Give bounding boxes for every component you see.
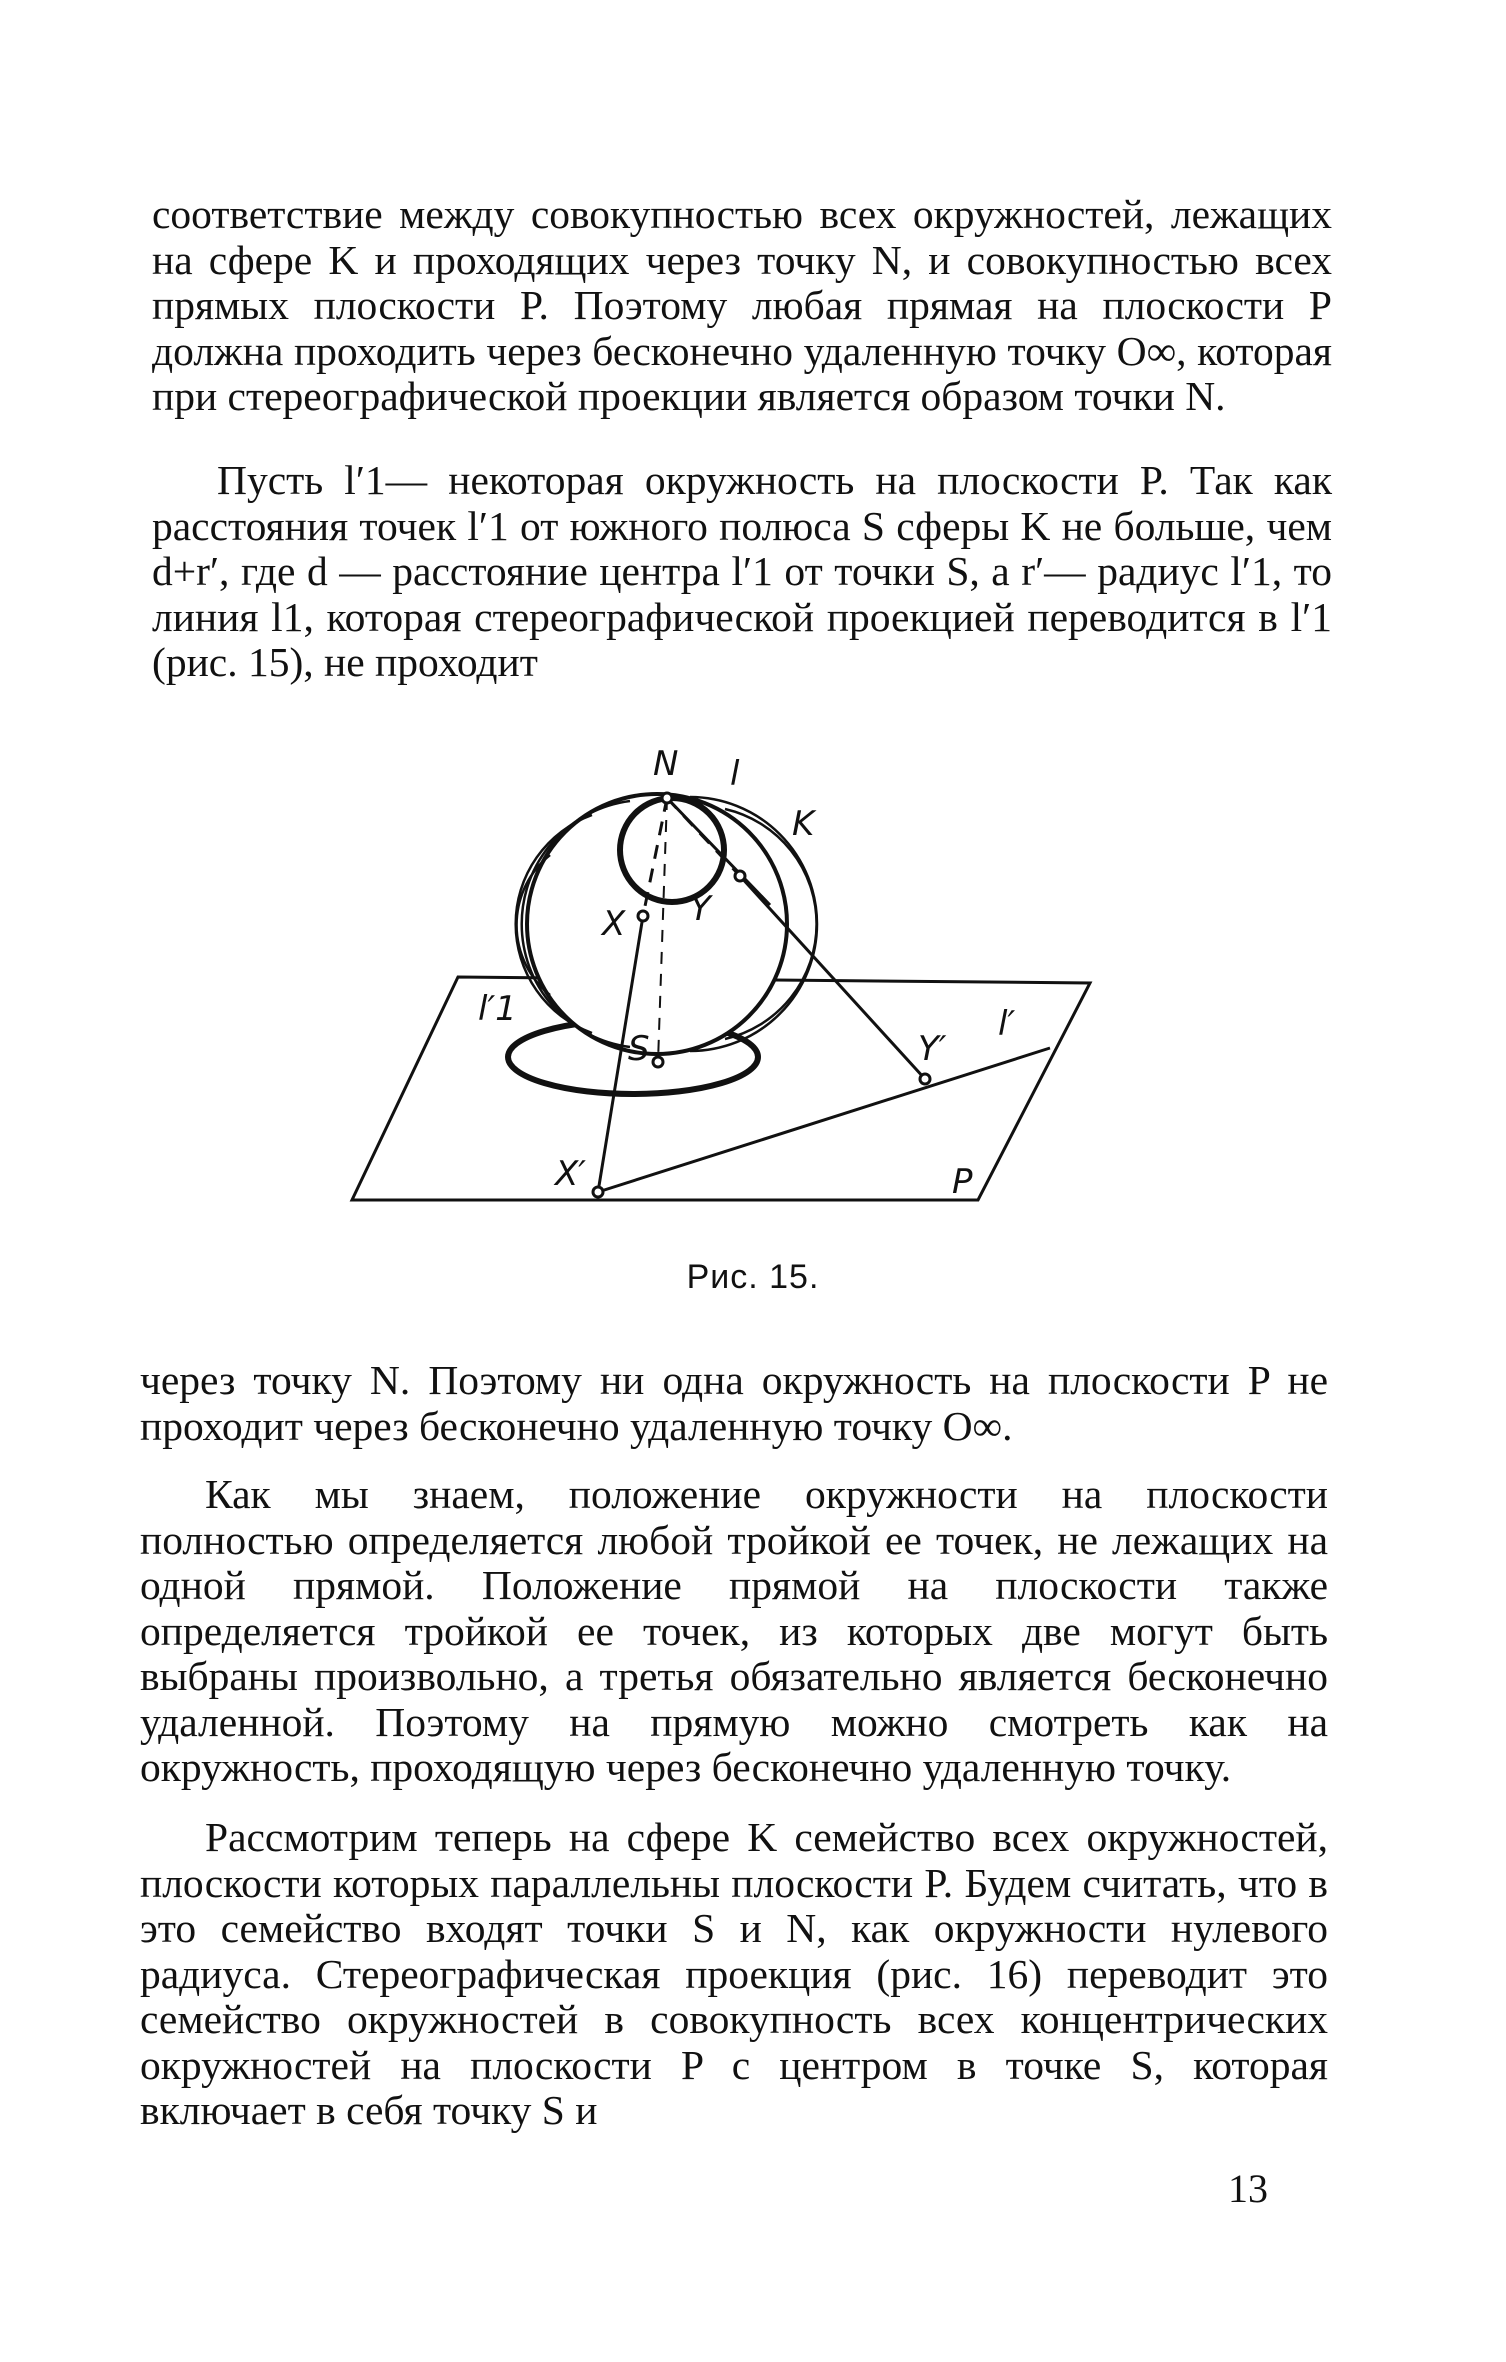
point-x [638, 911, 648, 921]
page-number: 13 [1228, 2166, 1268, 2211]
label-l-prime: l′ [998, 1004, 1016, 1044]
point-y-prime [920, 1074, 930, 1084]
paragraph-2: Пусть l′1— некоторая окружность на плоскости P. Так как расстояния точек l′1 от южного полюса S сферы K не больше, чем d+r′, где d — расстояние центра l′1 от точки S, а r′— радиус l′1, то линия l1, которая стереографической проекцией переводится в l′1 (рис. 15), не проходит [152, 457, 1332, 685]
paragraph-5: Рассмотрим теперь на сфере K семейство всех окружностей, плоскости которых параллельны плоскости P. Будем считать, что в это семейство входят точки S и N, как окружности нулевого радиуса. Стереографическая проекция (рис. 16) переводит это семейство окружностей в совокупность всех концентрических окружностей на плоскости P с центром в точке S, которая включает в себя точку S и [140, 1814, 1328, 2133]
label-l: l [730, 754, 740, 794]
label-y-prime: Y′ [918, 1029, 947, 1069]
sphere-k [527, 794, 787, 1054]
label-n: N [653, 744, 679, 784]
label-y: Y [690, 889, 711, 929]
point-n [662, 793, 672, 803]
paragraph-1: соответствие между совокупностью всех окружностей, лежащих на сфере K и проходящих через точку N, и совокупностью всех прямых плоскости P. Поэтому любая прямая на плоскости P должна проходить через бесконечно удаленную точку O∞, которая при стереографической проекции является образом точки N. [152, 191, 1332, 419]
point-x-prime [593, 1187, 603, 1197]
label-x: X [602, 904, 626, 944]
label-k: K [792, 804, 815, 844]
point-s [653, 1057, 663, 1067]
paragraph-4: Как мы знаем, положение окружности на плоскости полностью определяется любой тройкой ее точек, не лежащих на одной прямой. Положение прямой на плоскости также определяется тройкой ее точек, из которых две могут быть выбраны произвольно, а третья обязательно является бесконечно удаленной. Поэтому на прямую можно смотреть как на окружность, проходящую через бесконечно удаленную точку. [140, 1471, 1328, 1790]
label-p: P [952, 1162, 973, 1202]
figure-15-stereographic-projection [330, 735, 1130, 1235]
figure-caption: Рис. 15. [686, 1258, 820, 1296]
line-l-prime [598, 1048, 1050, 1192]
label-x-prime: X′ [555, 1154, 587, 1194]
label-l1-prime: l′1 [478, 989, 517, 1029]
point-y [735, 871, 745, 881]
label-s: S [628, 1029, 650, 1069]
paragraph-3: через точку N. Поэтому ни одна окружность на плоскости P не проходит через бесконечно удаленную точку O∞. [140, 1357, 1328, 1449]
